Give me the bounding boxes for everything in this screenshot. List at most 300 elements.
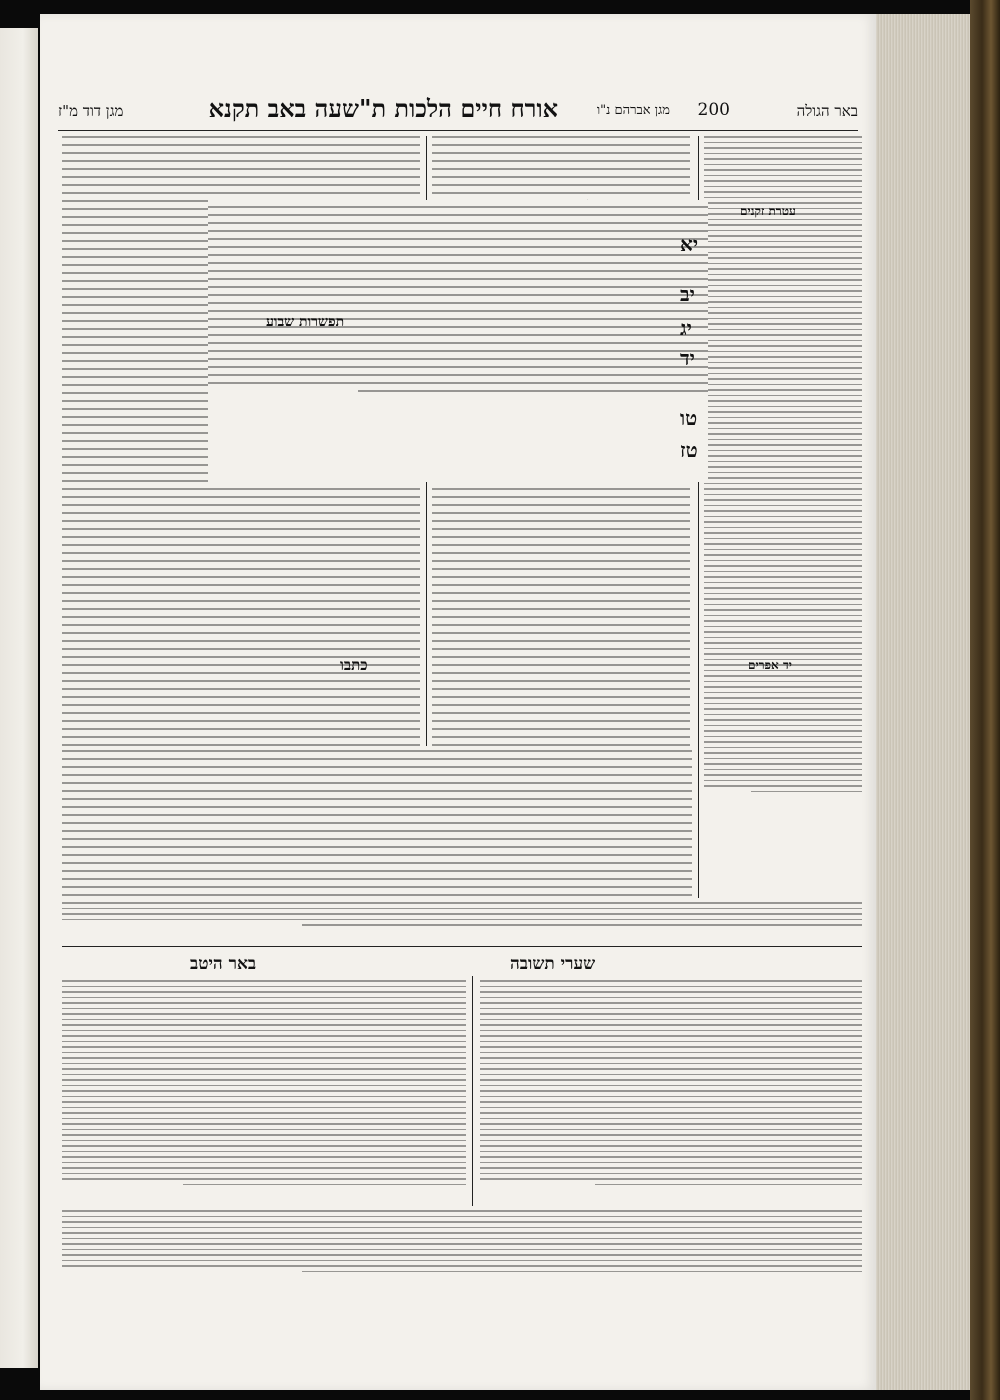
text-line	[62, 1085, 466, 1087]
text-line	[704, 505, 862, 507]
text-line	[62, 1145, 466, 1147]
text-line	[480, 1118, 862, 1120]
header-baer-hagolah: באר הגולה	[796, 102, 858, 120]
text-line	[62, 908, 862, 910]
page-block-edges	[876, 14, 972, 1390]
text-line	[480, 991, 862, 993]
text-line	[432, 736, 690, 738]
text-line	[62, 1249, 862, 1251]
text-line	[480, 1052, 862, 1054]
text-line	[62, 1063, 466, 1065]
text-line	[704, 774, 862, 776]
text-line	[480, 1090, 862, 1092]
text-line	[208, 230, 708, 232]
text-line	[62, 704, 420, 706]
text-line	[704, 351, 862, 353]
text-line	[704, 285, 862, 287]
text-line	[704, 384, 862, 386]
text-line	[432, 576, 690, 578]
text-line	[62, 584, 420, 586]
text-line	[432, 560, 690, 562]
text-line	[432, 504, 690, 506]
text-line	[432, 544, 690, 546]
text-line	[62, 1254, 862, 1256]
text-line	[62, 980, 466, 982]
text-line	[704, 246, 862, 248]
text-line	[432, 624, 690, 626]
text-line	[208, 214, 708, 216]
text-line	[480, 1145, 862, 1147]
text-line	[62, 560, 420, 562]
text-line	[480, 1013, 862, 1015]
text-line	[704, 340, 862, 342]
seif-yod-beit: יב	[680, 282, 695, 306]
text-line	[62, 632, 420, 634]
text-line	[480, 1046, 862, 1048]
text-line	[480, 1079, 862, 1081]
text-line	[62, 712, 420, 714]
text-line	[62, 688, 420, 690]
text-line	[704, 180, 862, 182]
text-line	[183, 1184, 466, 1186]
text-line	[704, 136, 862, 138]
text-line	[704, 549, 862, 551]
text-line	[704, 329, 862, 331]
text-line	[704, 153, 862, 155]
text-line	[704, 224, 862, 226]
text-line	[62, 568, 420, 570]
text-line	[704, 593, 862, 595]
text-line	[62, 790, 692, 792]
text-line	[704, 582, 862, 584]
text-line	[302, 924, 862, 926]
text-line	[62, 1123, 466, 1125]
text-line	[62, 488, 420, 490]
text-line	[62, 1019, 466, 1021]
text-line	[704, 323, 862, 325]
section-heading-shaarei-teshuva: שערי תשובה	[510, 954, 596, 974]
text-line	[432, 160, 690, 162]
text-line	[62, 1227, 862, 1229]
text-line	[208, 366, 708, 368]
text-line	[480, 1151, 862, 1153]
text-line	[432, 192, 690, 194]
text-line	[480, 1063, 862, 1065]
text-line	[704, 527, 862, 529]
text-line	[62, 1140, 466, 1142]
lower-rule	[62, 946, 862, 947]
text-line	[704, 428, 862, 430]
text-line	[751, 791, 862, 793]
text-line	[432, 536, 690, 538]
text-line	[62, 720, 420, 722]
text-line	[704, 411, 862, 413]
text-line	[62, 1041, 466, 1043]
text-line	[432, 744, 690, 746]
text-line	[62, 1057, 466, 1059]
text-line	[62, 168, 420, 170]
text-line	[704, 296, 862, 298]
text-line	[704, 697, 862, 699]
text-line	[704, 477, 862, 479]
header-magen-david: מגן דוד מ"ז	[58, 102, 124, 120]
text-line	[208, 254, 708, 256]
text-line	[480, 1112, 862, 1114]
text-line	[704, 367, 862, 369]
text-line	[432, 144, 690, 146]
text-line	[704, 708, 862, 710]
text-line	[62, 160, 420, 162]
text-line	[62, 1096, 466, 1098]
text-line	[62, 192, 420, 194]
text-line	[62, 144, 420, 146]
text-line	[62, 1035, 466, 1037]
text-line	[704, 356, 862, 358]
text-line	[480, 1030, 862, 1032]
text-line	[704, 499, 862, 501]
text-line	[480, 986, 862, 988]
text-line	[704, 576, 862, 578]
text-line	[704, 197, 862, 199]
text-line	[62, 544, 420, 546]
text-line	[480, 1008, 862, 1010]
text-line	[62, 1002, 466, 1004]
text-line	[432, 512, 690, 514]
text-line	[704, 455, 862, 457]
text-line	[62, 1156, 466, 1158]
text-line	[62, 1013, 466, 1015]
text-line	[62, 1101, 466, 1103]
text-line	[358, 390, 708, 392]
running-header	[58, 92, 858, 128]
text-line	[704, 686, 862, 688]
seif-tet-zayin: טז	[680, 438, 698, 462]
text-line	[208, 238, 708, 240]
text-line	[208, 334, 708, 336]
text-line	[704, 769, 862, 771]
text-line	[62, 152, 420, 154]
text-line	[704, 373, 862, 375]
text-line	[62, 536, 420, 538]
text-line	[480, 1140, 862, 1142]
text-line	[432, 184, 690, 186]
text-line	[480, 1002, 862, 1004]
text-line	[208, 382, 708, 384]
text-line	[704, 318, 862, 320]
text-line	[62, 1068, 466, 1070]
text-line	[704, 752, 862, 754]
text-line	[62, 870, 692, 872]
text-line	[704, 307, 862, 309]
text-line	[704, 241, 862, 243]
text-line	[62, 1221, 862, 1223]
text-line	[704, 648, 862, 650]
text-line	[62, 1243, 862, 1245]
text-line	[480, 1019, 862, 1021]
text-line	[704, 642, 862, 644]
text-line	[208, 302, 708, 304]
text-line	[432, 648, 690, 650]
section-heading-baer-heitev: באר היטב	[190, 954, 257, 974]
header-magen-avraham: מגן אברהם נ"ו	[596, 103, 670, 118]
text-line	[480, 1162, 862, 1164]
text-line	[62, 1232, 862, 1234]
text-line	[62, 782, 692, 784]
text-line	[208, 310, 708, 312]
text-line	[480, 1035, 862, 1037]
text-line	[704, 598, 862, 600]
text-line	[62, 696, 420, 698]
text-line	[62, 648, 420, 650]
text-line	[62, 986, 466, 988]
text-line	[62, 1210, 862, 1212]
text-line	[704, 362, 862, 364]
text-line	[208, 270, 708, 272]
text-line	[62, 991, 466, 993]
text-line	[704, 257, 862, 259]
text-line	[208, 350, 708, 352]
section-heading-yad-efraim: יד אפרים	[748, 658, 792, 672]
seif-tet-vav: טו	[680, 406, 698, 430]
text-line	[62, 846, 692, 848]
text-line	[62, 1265, 862, 1267]
text-line	[432, 728, 690, 730]
text-line	[62, 830, 692, 832]
text-line	[704, 736, 862, 738]
text-line	[704, 571, 862, 573]
text-line	[62, 750, 692, 752]
text-line	[704, 268, 862, 270]
text-line	[480, 1057, 862, 1059]
text-line	[62, 894, 692, 896]
wide-commentary-band	[62, 750, 692, 898]
text-line	[62, 919, 862, 921]
text-line	[62, 1118, 466, 1120]
text-line	[480, 1129, 862, 1131]
text-line	[62, 1178, 466, 1180]
text-line	[480, 1167, 862, 1169]
text-line	[62, 1173, 466, 1175]
text-line	[704, 290, 862, 292]
text-line	[480, 1068, 862, 1070]
text-line	[62, 184, 420, 186]
text-line	[480, 1134, 862, 1136]
facing-page-edge	[0, 28, 38, 1368]
text-line	[62, 862, 692, 864]
text-line	[704, 554, 862, 556]
text-line	[432, 552, 690, 554]
text-line	[208, 206, 708, 208]
text-line	[62, 640, 420, 642]
text-line	[704, 417, 862, 419]
text-line	[62, 1090, 466, 1092]
text-line	[62, 616, 420, 618]
text-line	[62, 997, 466, 999]
text-line	[432, 712, 690, 714]
text-line	[432, 600, 690, 602]
text-line	[480, 1096, 862, 1098]
text-line	[62, 886, 692, 888]
text-line	[62, 1046, 466, 1048]
text-line	[704, 587, 862, 589]
text-line	[704, 741, 862, 743]
text-line	[62, 552, 420, 554]
text-line	[704, 142, 862, 144]
seif-yod-daled: יד	[680, 346, 695, 370]
lower-column-divider	[472, 976, 473, 1206]
text-line	[480, 1041, 862, 1043]
text-line	[62, 1216, 862, 1218]
text-line	[432, 704, 690, 706]
text-line	[480, 1107, 862, 1109]
text-line	[432, 616, 690, 618]
text-line	[62, 766, 692, 768]
text-line	[480, 1123, 862, 1125]
page-number: 200	[697, 100, 730, 120]
text-line	[704, 252, 862, 254]
text-line	[62, 600, 420, 602]
text-line	[432, 688, 690, 690]
text-line	[704, 730, 862, 732]
text-line	[704, 626, 862, 628]
text-line	[704, 147, 862, 149]
text-line	[432, 592, 690, 594]
text-line	[704, 301, 862, 303]
text-line	[62, 1151, 466, 1153]
text-line	[704, 747, 862, 749]
text-line	[704, 169, 862, 171]
text-line	[704, 758, 862, 760]
text-line	[432, 488, 690, 490]
book-page	[40, 14, 876, 1390]
text-line	[62, 1167, 466, 1169]
text-line	[432, 656, 690, 658]
text-line	[704, 158, 862, 160]
text-line	[62, 878, 692, 880]
text-line	[704, 378, 862, 380]
page-title: אורח חיים הלכות ת"שעה באב תקנא	[208, 94, 558, 123]
text-line	[62, 608, 420, 610]
text-line	[704, 461, 862, 463]
text-line	[704, 532, 862, 534]
text-line	[432, 496, 690, 498]
text-line	[62, 1008, 466, 1010]
text-line	[62, 1107, 466, 1109]
text-line	[62, 1024, 466, 1026]
text-line	[62, 592, 420, 594]
text-line	[208, 246, 708, 248]
text-line	[62, 528, 420, 530]
text-line	[62, 496, 420, 498]
section-heading-ateret-zekenim: עטרת זקנים	[740, 204, 796, 218]
inline-term-ketav: כתבו	[340, 656, 368, 674]
seif-yod-alef: יא	[680, 232, 699, 256]
text-line	[704, 780, 862, 782]
text-line	[432, 152, 690, 154]
text-line	[704, 175, 862, 177]
text-line	[432, 568, 690, 570]
text-line	[704, 516, 862, 518]
text-line	[704, 494, 862, 496]
text-line	[432, 632, 690, 634]
text-line	[432, 520, 690, 522]
text-line	[704, 389, 862, 391]
text-line	[62, 576, 420, 578]
text-line	[704, 279, 862, 281]
text-line	[208, 294, 708, 296]
text-line	[704, 763, 862, 765]
text-line	[432, 608, 690, 610]
text-line	[704, 615, 862, 617]
text-line	[704, 191, 862, 193]
text-line	[704, 692, 862, 694]
shulchan-aruch-block	[208, 200, 708, 482]
text-line	[432, 528, 690, 530]
text-line	[704, 604, 862, 606]
text-line	[432, 696, 690, 698]
text-line	[704, 400, 862, 402]
text-line	[432, 664, 690, 666]
text-line	[432, 136, 690, 138]
text-line	[704, 406, 862, 408]
text-line	[62, 512, 420, 514]
text-line	[704, 186, 862, 188]
text-line	[62, 504, 420, 506]
text-line	[62, 1238, 862, 1240]
seif-yod-gimel: יג	[680, 316, 692, 340]
text-line	[704, 422, 862, 424]
text-line	[208, 358, 708, 360]
baer-heitev-column	[62, 980, 466, 1208]
text-line	[432, 168, 690, 170]
text-line	[62, 1162, 466, 1164]
text-line	[62, 854, 692, 856]
text-line	[432, 176, 690, 178]
text-line	[62, 1260, 862, 1262]
text-line	[704, 719, 862, 721]
text-line	[704, 395, 862, 397]
text-line	[704, 263, 862, 265]
text-line	[62, 913, 862, 915]
text-line	[704, 725, 862, 727]
text-line	[704, 312, 862, 314]
text-line	[480, 1085, 862, 1087]
text-line	[432, 584, 690, 586]
header-rule	[58, 130, 858, 131]
text-line	[62, 176, 420, 178]
text-line	[704, 472, 862, 474]
text-line	[62, 736, 420, 738]
text-line	[704, 433, 862, 435]
text-line	[432, 672, 690, 674]
inline-term-tifferet: תפשרות שבוע	[266, 314, 345, 330]
text-line	[62, 798, 692, 800]
text-line	[62, 1134, 466, 1136]
text-line	[704, 235, 862, 237]
text-line	[595, 1184, 862, 1186]
text-line	[208, 374, 708, 376]
text-line	[704, 230, 862, 232]
text-line	[704, 653, 862, 655]
text-line	[62, 136, 420, 138]
text-line	[62, 1074, 466, 1076]
text-line	[302, 1271, 862, 1273]
text-line	[62, 1052, 466, 1054]
text-line	[62, 1129, 466, 1131]
text-line	[62, 680, 420, 682]
text-line	[480, 1173, 862, 1175]
text-line	[704, 488, 862, 490]
